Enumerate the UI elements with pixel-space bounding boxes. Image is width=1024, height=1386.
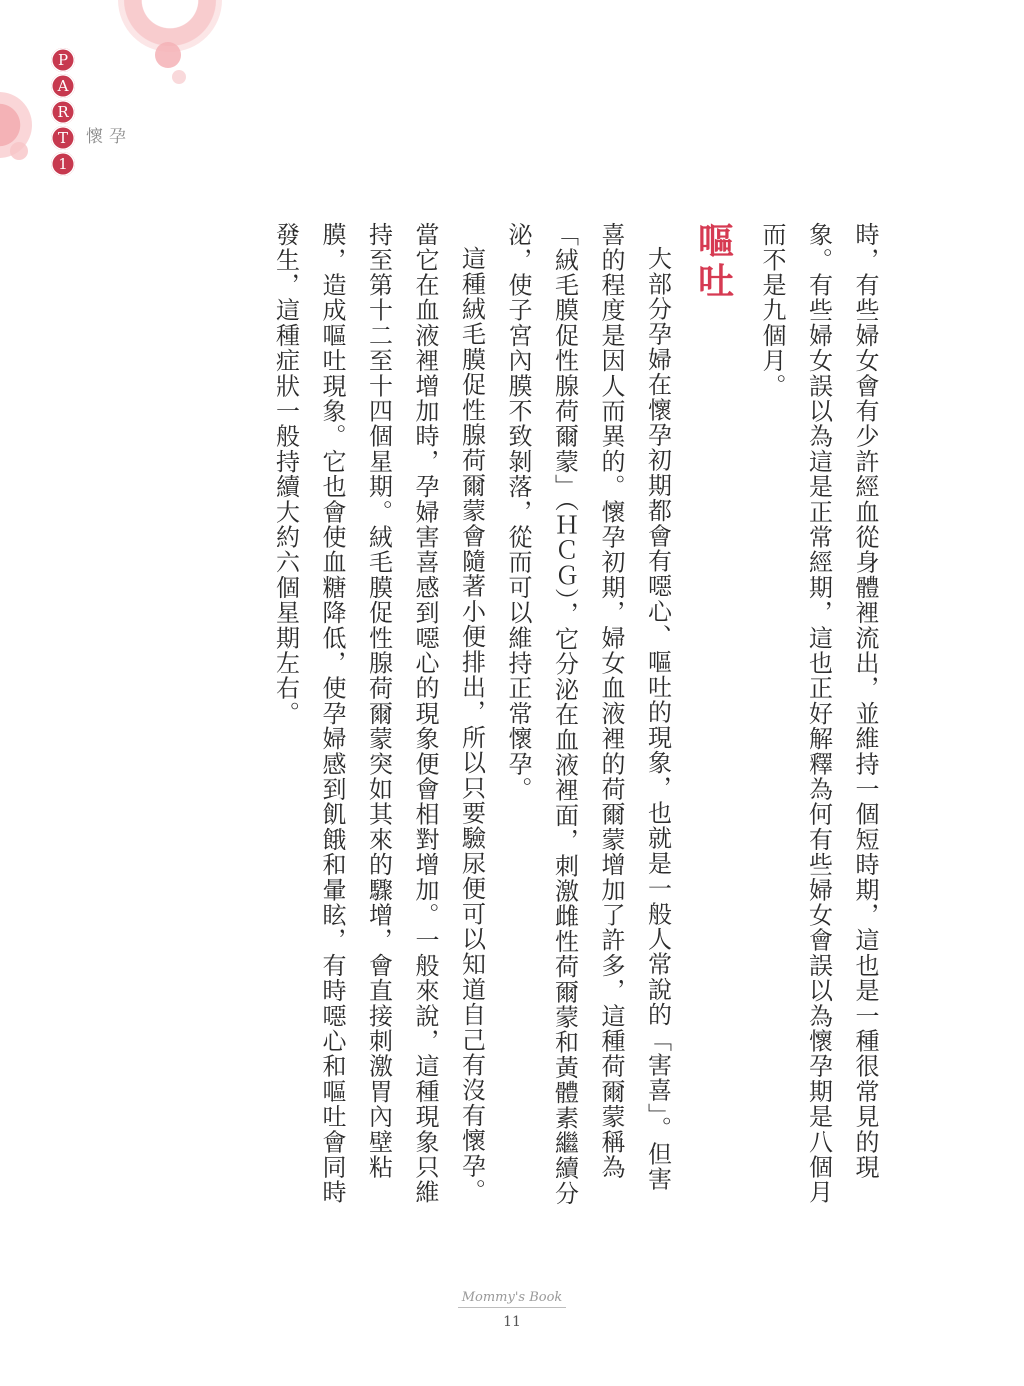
page-footer [0,1286,1024,1330]
decorative-dot [172,70,186,84]
page-number: 11 [503,1314,521,1330]
decorative-dot [10,142,28,160]
part-letter: A [51,74,75,98]
decorative-dot [155,42,181,68]
section-heading: 嘔吐 [692,222,734,302]
part-badge [50,48,76,176]
intro-paragraph: 時，有些婦女會有少許經血從身體裡流出，並維持一個短時期，這也是一種很常見的現象。有些婦女誤以為這是正常經期，這也正好解釋為何有些婦女會誤以為懷孕期是八個月而不是九個月。 [758,222,879,1205]
part-letter: P [51,48,75,72]
book-title: Mommy's Book [458,1290,567,1308]
part-number: 1 [51,152,75,176]
page-body [262,222,888,1212]
body-paragraph: 大部分孕婦在懷孕初期都會有噁心、嘔吐的現象，也就是一般人常說的「害喜」。但害喜的程度是因人而異的。懷孕初期，婦女血液裡的荷爾蒙增加了許多，這種荷爾蒙稱為「絨毛膜促性腺荷爾蒙」（ＨＣＧ），它分泌在血液裡面，刺激雌性荷爾蒙和黃體素繼續分泌，使子宮內膜不致剝落，從而可以維持正常懷孕。 [504,222,672,1206]
part-letter: R [51,100,75,124]
chapter-label: 懷孕 [86,127,132,147]
body-paragraph: 這種絨毛膜促性腺荷爾蒙會隨著小便排出，所以只要驗尿便可以知道自己有沒有懷孕。當它在血液裡增加時，孕婦害喜感到噁心的現象便會相對增加。一般來說，這種現象只維持至第十二至十四個星期。絨毛膜促性腺荷爾蒙突如其來的驟增，會直接刺激胃內壁粘膜，造成嘔吐現象。它也會使血糖降低，使孕婦感到飢餓和暈眩，有時噁心和嘔吐會同時發生，這種症狀一般持續大約六個星期左右。 [271,222,486,1205]
part-letter: T [51,126,75,150]
